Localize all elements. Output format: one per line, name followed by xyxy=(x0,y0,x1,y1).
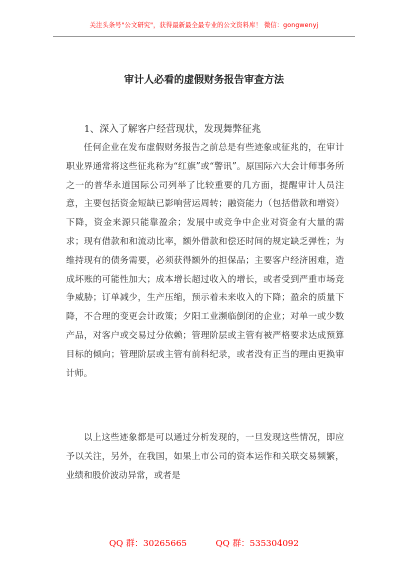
header-divider xyxy=(53,36,355,37)
footer-qq-group-1: QQ 群：30265665 xyxy=(109,539,187,549)
body-paragraph-1: 任何企业在发布虚假财务报告之前总是有些迹象或征兆的，在审计职业界通常将这些征兆称为“红旗”或“警讯”。原国际六大会计师事务所之一的普华永道国际公司列举了比较重要的几方面，提醒审计人员注意，主要包括资金短缺已影响营运周转；融资能力（包括借款和增资）下降，资金来源只能靠盈余；发展中或竞争中企业对资金有大量的需求；现有借款和和流动比率，额外借款和偿还时间的规定缺乏弹性；为维持现有的债务需要，必须获得额外的担保品；主要客户经济困难，造成坏账的可能性加大；成本增长超过收入的增长，或者受到严重市场竞争威胁；订单减少，生产压缩，预示着未来收入的下降；盈余的质量下降，不合理的变更会计政策；夕阳工业濒临倒闭的企业；对单一或少数产品，对客户或交易过分依赖；管理阶层或主管有被严格要求达成预算目标的倾向；管理阶层或主管有前科纪录，或者没有正当的理由更换审计师。 xyxy=(66,143,344,379)
footer-contact xyxy=(0,537,408,549)
section-heading: 1、深入了解客户经营现状，发现舞弊征兆 xyxy=(84,124,262,135)
header-promo-note: 关注头条号"公文研究"，获得最新最全最专业的公文资料库！ 微信：gongwenyj xyxy=(89,22,319,29)
footer-qq-group-2: QQ 群：535304092 xyxy=(215,539,299,549)
body-paragraph-2: 以上这些迹象都是可以通过分析发现的，一旦发现这些情况，即应予以关注，另外，在我国，如果上市公司的资本运作和关联交易频繁，业绩和股价波动异常，或者是 xyxy=(66,433,344,481)
document-title: 审计人必看的虚假财务报告审查方法 xyxy=(124,75,284,86)
